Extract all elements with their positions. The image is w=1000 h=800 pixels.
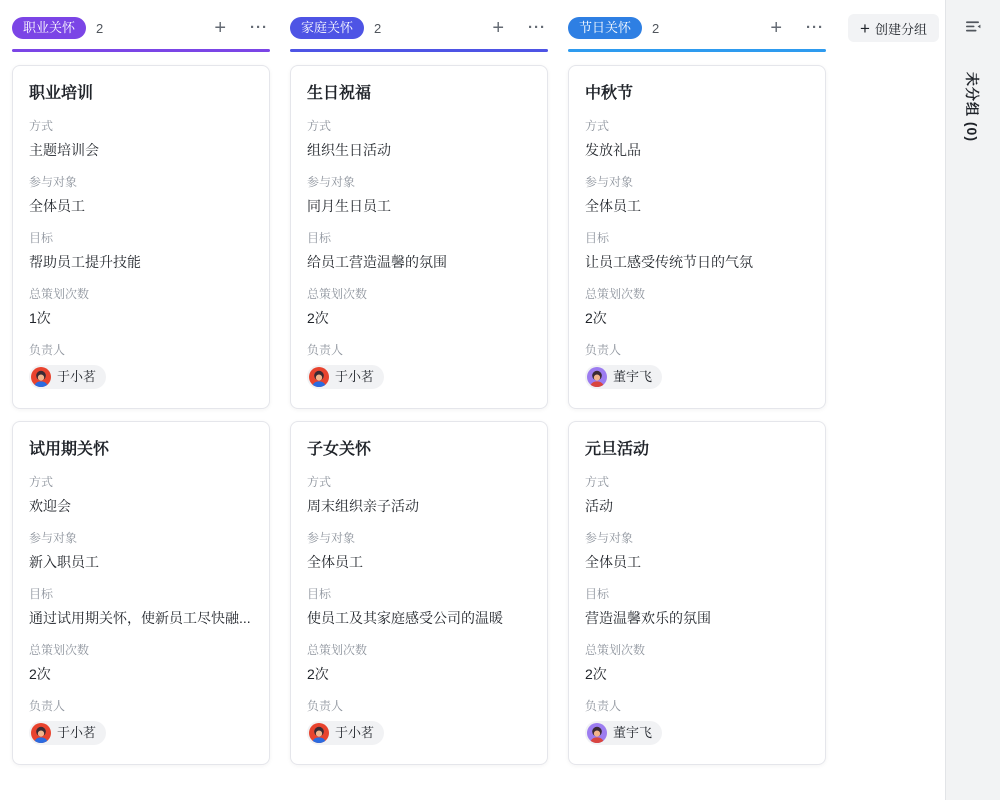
create-group-label: 创建分组 <box>874 21 927 37</box>
card-title: 元旦活动 <box>585 441 650 458</box>
column-accent-line <box>12 49 270 52</box>
kanban-card[interactable] <box>12 421 270 765</box>
person-chip[interactable] <box>307 365 384 389</box>
column-header <box>568 14 826 42</box>
field-value: 2次 <box>307 666 329 682</box>
field-label: 方式 <box>585 475 610 489</box>
column-header <box>12 14 270 42</box>
kanban-column-holiday <box>568 14 826 765</box>
person-name: 于小茗 <box>57 369 97 384</box>
field-goal <box>29 230 253 273</box>
field-label: 参与对象 <box>307 531 356 545</box>
field-label: 负责人 <box>29 343 66 357</box>
avatar <box>31 723 51 743</box>
field-label: 方式 <box>29 119 54 133</box>
field-goal <box>307 586 531 629</box>
field-value: 帮助员工提升技能 <box>29 254 141 270</box>
field-value: 全体员工 <box>585 554 641 570</box>
field-value: 全体员工 <box>29 198 85 214</box>
person-name: 于小茗 <box>335 369 375 384</box>
plus-icon: + <box>860 18 870 38</box>
add-card-button[interactable]: + <box>770 17 782 39</box>
field-value: 活动 <box>585 498 613 514</box>
field-label: 目标 <box>585 587 610 601</box>
field-count <box>29 286 253 329</box>
field-value: 2次 <box>585 310 607 326</box>
field-label: 负责人 <box>307 699 344 713</box>
field-label: 方式 <box>585 119 610 133</box>
ungrouped-group-label[interactable]: 未分组 (0) <box>964 72 980 142</box>
card-count: 2 <box>652 20 660 36</box>
field-label: 参与对象 <box>29 175 78 189</box>
field-owner <box>307 698 531 748</box>
field-label: 参与对象 <box>307 175 356 189</box>
field-label: 总策划次数 <box>307 643 368 657</box>
group-tag[interactable]: 节日关怀 <box>568 17 642 39</box>
avatar <box>309 367 329 387</box>
column-header <box>290 14 548 42</box>
field-label: 参与对象 <box>585 531 634 545</box>
card-list <box>290 65 548 765</box>
card-list <box>12 65 270 765</box>
field-label: 总策划次数 <box>29 287 90 301</box>
person-chip[interactable] <box>307 721 384 745</box>
field-label: 目标 <box>29 231 54 245</box>
card-title: 职业培训 <box>29 85 94 102</box>
person-name: 董宇飞 <box>613 369 653 384</box>
field-goal <box>585 586 809 629</box>
field-audience <box>585 530 809 573</box>
field-method <box>585 474 809 517</box>
more-options-button[interactable]: ··· <box>528 19 546 36</box>
field-label: 负责人 <box>585 699 622 713</box>
field-value: 营造温馨欢乐的氛围 <box>585 610 711 626</box>
column-accent-line <box>568 49 826 52</box>
field-value: 新入职员工 <box>29 554 99 570</box>
field-label: 总策划次数 <box>585 287 646 301</box>
person-name: 于小茗 <box>57 725 97 740</box>
field-value: 全体员工 <box>585 198 641 214</box>
field-label: 目标 <box>29 587 54 601</box>
field-label: 负责人 <box>307 343 344 357</box>
field-audience <box>29 530 253 573</box>
kanban-card[interactable] <box>568 65 826 409</box>
field-method <box>29 118 253 161</box>
person-chip[interactable] <box>585 721 662 745</box>
kanban-card[interactable] <box>12 65 270 409</box>
kanban-column-career <box>12 14 270 765</box>
field-owner <box>29 342 253 392</box>
field-value: 周末组织亲子活动 <box>307 498 419 514</box>
field-count <box>307 642 531 685</box>
field-count <box>29 642 253 685</box>
field-count <box>585 286 809 329</box>
field-method <box>307 118 531 161</box>
field-method <box>29 474 253 517</box>
field-label: 总策划次数 <box>29 643 90 657</box>
field-label: 目标 <box>585 231 610 245</box>
field-goal <box>307 230 531 273</box>
field-value: 全体员工 <box>307 554 363 570</box>
field-value: 2次 <box>307 310 329 326</box>
field-value: 给员工营造温馨的氛围 <box>307 254 447 270</box>
column-accent-line <box>290 49 548 52</box>
avatar <box>31 367 51 387</box>
add-card-button[interactable]: + <box>214 17 226 39</box>
card-list <box>568 65 826 765</box>
kanban-card[interactable] <box>568 421 826 765</box>
field-value: 让员工感受传统节日的气氛 <box>585 254 753 270</box>
field-method <box>307 474 531 517</box>
field-label: 方式 <box>307 475 332 489</box>
field-label: 总策划次数 <box>307 287 368 301</box>
field-label: 负责人 <box>29 699 66 713</box>
field-label: 参与对象 <box>29 531 78 545</box>
field-label: 参与对象 <box>585 175 634 189</box>
person-chip[interactable] <box>29 365 106 389</box>
field-label: 负责人 <box>585 343 622 357</box>
field-value: 2次 <box>29 666 51 682</box>
person-name: 董宇飞 <box>613 725 653 740</box>
field-method <box>585 118 809 161</box>
hidden-groups-panel <box>945 0 1000 800</box>
field-audience <box>307 174 531 217</box>
field-label: 总策划次数 <box>585 643 646 657</box>
field-value: 同月生日员工 <box>307 198 391 214</box>
field-label: 目标 <box>307 587 332 601</box>
card-title: 中秋节 <box>585 85 634 102</box>
field-value: 主题培训会 <box>29 142 99 158</box>
card-title: 试用期关怀 <box>29 441 110 458</box>
field-goal <box>585 230 809 273</box>
field-label: 目标 <box>307 231 332 245</box>
field-count <box>585 642 809 685</box>
group-tag[interactable]: 职业关怀 <box>12 17 86 39</box>
field-audience <box>29 174 253 217</box>
avatar <box>309 723 329 743</box>
field-goal <box>29 586 253 629</box>
avatar <box>587 723 607 743</box>
field-label: 方式 <box>29 475 54 489</box>
create-group-button[interactable] <box>848 14 939 42</box>
group-tag[interactable]: 家庭关怀 <box>290 17 364 39</box>
menu-collapse-icon <box>964 18 982 36</box>
kanban-column-family <box>290 14 548 765</box>
avatar <box>587 367 607 387</box>
collapse-panel-button[interactable] <box>961 16 985 40</box>
more-options-button[interactable]: ··· <box>250 19 268 36</box>
more-options-button[interactable]: ··· <box>806 19 824 36</box>
card-count: 2 <box>374 20 382 36</box>
card-count: 2 <box>96 20 104 36</box>
field-owner <box>585 342 809 392</box>
field-value: 使员工及其家庭感受公司的温暖 <box>307 610 503 626</box>
card-title: 生日祝福 <box>307 85 372 102</box>
field-owner <box>29 698 253 748</box>
field-label: 方式 <box>307 119 332 133</box>
field-value: 2次 <box>585 666 607 682</box>
card-title: 子女关怀 <box>307 441 372 458</box>
person-chip[interactable] <box>29 721 106 745</box>
kanban-card[interactable] <box>290 421 548 765</box>
field-value: 发放礼品 <box>585 142 641 158</box>
field-count <box>307 286 531 329</box>
field-value: 欢迎会 <box>29 498 71 514</box>
field-owner <box>307 342 531 392</box>
add-card-button[interactable]: + <box>492 17 504 39</box>
field-value: 1次 <box>29 310 51 326</box>
person-name: 于小茗 <box>335 725 375 740</box>
person-chip[interactable] <box>585 365 662 389</box>
kanban-card[interactable] <box>290 65 548 409</box>
field-audience <box>307 530 531 573</box>
field-value: 组织生日活动 <box>307 142 391 158</box>
field-value: 通过试用期关怀，使新员工尽快融... <box>29 610 251 626</box>
field-owner <box>585 698 809 748</box>
field-audience <box>585 174 809 217</box>
